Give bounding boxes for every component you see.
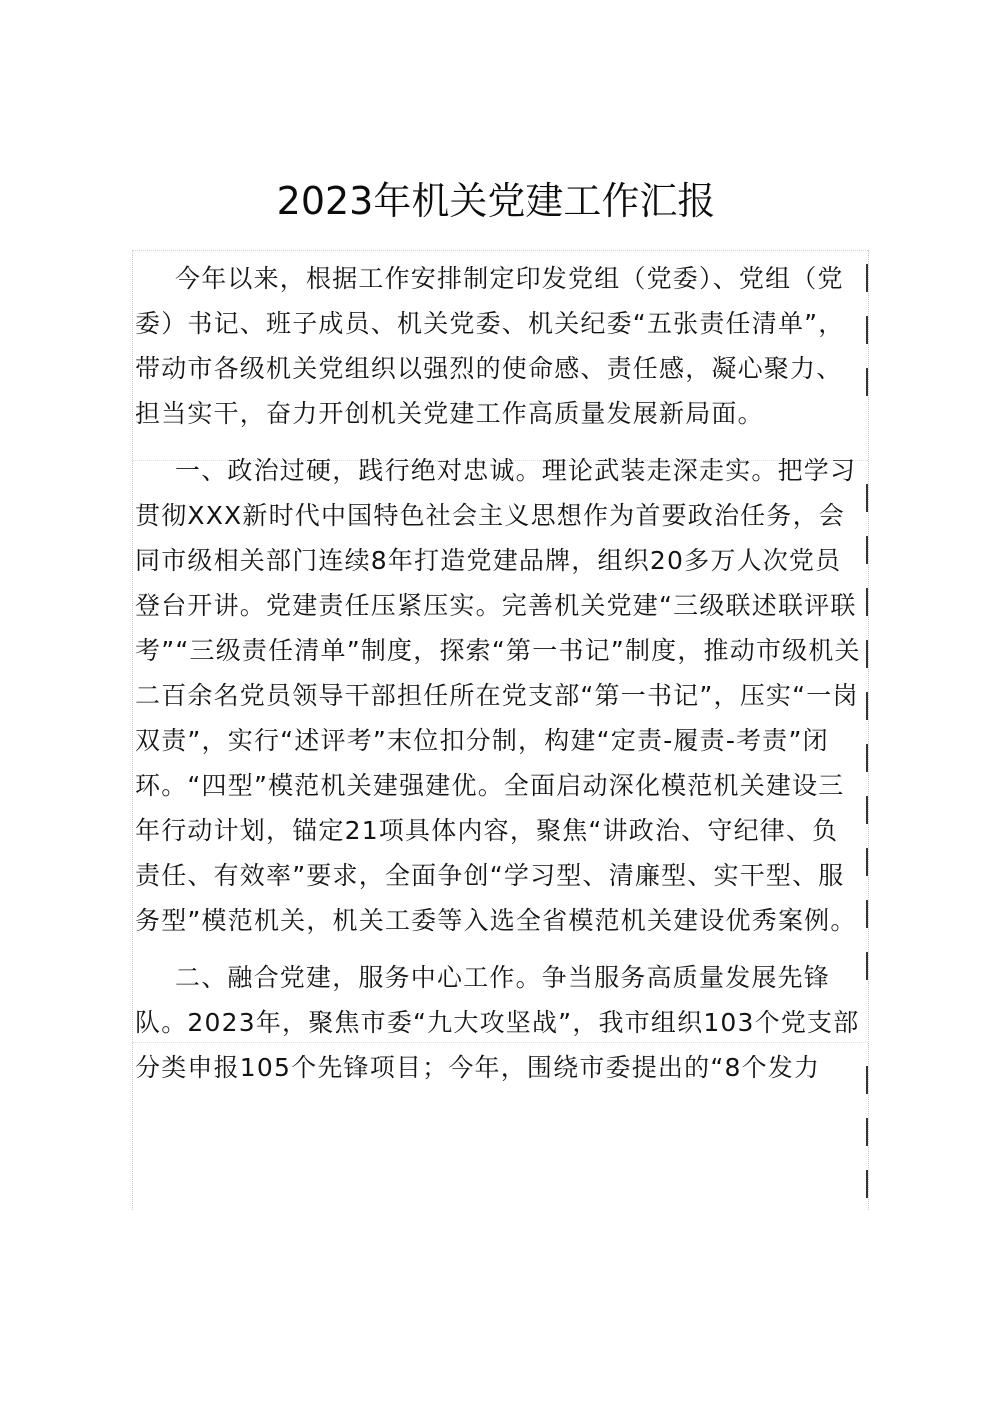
text-line: 双责”，实行“述评考”末位扣分制，构建“定责-履责-考责”闭 (135, 726, 829, 755)
text-line: 带动市各级机关党组织以强烈的使命感、责任感，凝心聚力、 (135, 354, 843, 383)
line-end-mark (866, 536, 868, 564)
text-line: 一、政治过硬，践行绝对忠诚。理论武装走深走实。把学习 (175, 456, 857, 485)
document-body (135, 256, 868, 1090)
text-frame-left-guide (132, 250, 133, 1210)
text-line: 环。“四型”模范机关建强建优。全面启动深化模范机关建设三 (135, 771, 845, 800)
line-end-mark (866, 1066, 868, 1094)
text-frame-top-guide (132, 250, 868, 251)
line-end-mark (866, 900, 868, 928)
text-frame-right-guide (868, 250, 869, 1210)
paragraph-section-one (135, 448, 868, 943)
text-line: 二百余名党员领导干部担任所在党支部“第一书记”，压实“一岗 (135, 681, 859, 710)
line-end-mark (866, 744, 868, 772)
text-line: 贯彻XXX新时代中国特色社会主义思想作为首要政治任务，会 (135, 501, 845, 530)
line-end-mark (866, 692, 868, 720)
line-end-mark (866, 368, 868, 396)
line-end-mark (866, 588, 868, 616)
paragraph-section-two (135, 955, 868, 1090)
document-title: 2023年机关党建工作汇报 (276, 179, 716, 223)
line-end-mark (866, 264, 868, 292)
text-line: 责任、有效率”要求，全面争创“学习型、清廉型、实干型、服 (135, 861, 845, 890)
text-line: 委）书记、班子成员、机关党委、机关纪委“五张责任清单”， (135, 309, 845, 338)
line-end-mark (866, 316, 868, 344)
line-end-mark (866, 1170, 868, 1198)
line-end-mark (866, 1118, 868, 1146)
line-end-mark (866, 640, 868, 668)
text-line: 考”“三级责任清单”制度，探索“第一书记”制度，推动市级机关 (135, 636, 861, 665)
text-line: 年行动计划，锚定21项具体内容，聚焦“讲政治、守纪律、负 (135, 816, 839, 845)
text-line: 今年以来，根据工作安排制定印发党组（党委）、党组（党 (175, 264, 844, 293)
text-line: 登台开讲。党建责任压紧压实。完善机关党建“三级联述联评联 (135, 591, 857, 620)
line-end-mark (866, 848, 868, 876)
line-end-mark (866, 796, 868, 824)
paragraph-intro (135, 256, 868, 436)
text-line: 二、融合党建，服务中心工作。争当服务高质量发展先锋 (175, 963, 831, 992)
line-end-mark (866, 484, 868, 512)
line-end-mark (866, 952, 868, 980)
text-line: 担当实干，奋力开创机关党建工作高质量发展新局面。 (135, 399, 764, 428)
text-line: 务型”模范机关，机关工委等入选全省模范机关建设优秀案例。 (135, 906, 857, 935)
text-line: 分类申报105个先锋项目；今年，围绕市委提出的“8个发力 (135, 1053, 821, 1082)
text-line: 同市级相关部门连续8年打造党建品牌，组织20多万人次党员 (135, 546, 842, 575)
text-line: 队。2023年，聚焦市委“九大攻坚战”，我市组织103个党支部 (135, 1008, 860, 1037)
